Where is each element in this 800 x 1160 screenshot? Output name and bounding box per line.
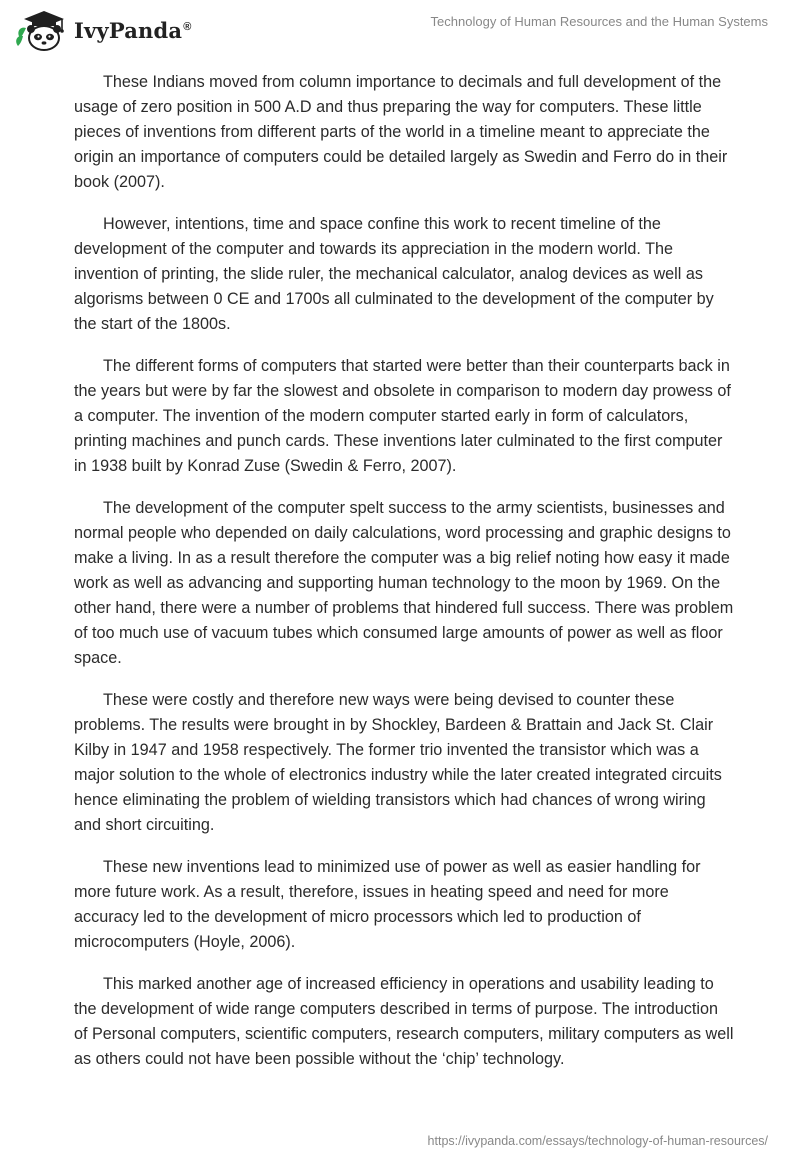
document-title: Technology of Human Resources and the Human Systems: [430, 14, 768, 29]
paragraph: The different forms of computers that started were better than their counterparts back in the years but were by far the slowest and obsolete in comparison to modern day prowess of a computer. The invention of the modern computer started early in form of calculators, printing machines and punch cards. These inventions later culminated to the first computer in 1938 built by Konrad Zuse (Swedin & Ferro, 2007).: [74, 357, 731, 475]
paragraph: The development of the computer spelt success to the army scientists, businesses and normal people who depended on daily calculations, word processing and graphic designs to make a living. In as a result therefore the computer was a big relief noting how easy it made work as well as advancing and supporting human technology to the moon by 1969. On the other hand, there were a number of problems that hindered full success. There was problem of too much use of vacuum tubes which consumed large amounts of power as well as floor space.: [74, 499, 734, 667]
paragraph: This marked another age of increased efficiency in operations and usability leading to the development of wide range computers described in terms of purpose. The introduction of Personal computers, scientific computers, research computers, military computers as well as others could not have been possible without the ‘chip’ technology.: [74, 975, 734, 1068]
registered-mark: ®: [183, 20, 192, 33]
paragraph: These new inventions lead to minimized use of power as well as easier handling for more future work. As a result, therefore, issues in heating speed and need for more accuracy led to the development of micro processors which led to production of microcomputers (Hoyle, 2006).: [74, 858, 701, 951]
logo-wordmark: IvyPanda®: [74, 17, 192, 43]
panda-graduation-cap-icon: [14, 8, 70, 52]
ivypanda-logo[interactable]: [14, 8, 192, 52]
paragraph: However, intentions, time and space confine this work to recent timeline of the development of the computer and towards its appreciation in the modern world. The invention of printing, the slide ruler, the mechanical calculator, analog devices as well as algorisms between 0 CE and 1700s all culminated to the development of the computer by the start of the 1800s.: [74, 215, 714, 333]
paragraph: These Indians moved from column importance to decimals and full development of the usage of zero position in 500 A.D and thus preparing the way for computers. These little pieces of inventions from different parts of the world in a timeline meant to appreciate the origin an importance of computers could be detailed largely as Swedin and Ferro do in their book (2007).: [74, 73, 728, 191]
page-header: [0, 0, 800, 60]
source-url[interactable]: https://ivypanda.com/essays/technology-of-human-resources/: [427, 1134, 768, 1148]
paragraph: These were costly and therefore new ways were being devised to counter these problems. The results were brought in by Shockley, Bardeen & Brattain and Jack St. Clair Kilby in 1947 and 1958 respectively. The former trio invented the transistor which was a major solution to the whole of electronics industry while the later created integrated circuits hence eliminating the problem of wielding transistors which had chances of wrong wiring and short circuiting.: [74, 691, 722, 834]
essay-body: [74, 70, 734, 1089]
